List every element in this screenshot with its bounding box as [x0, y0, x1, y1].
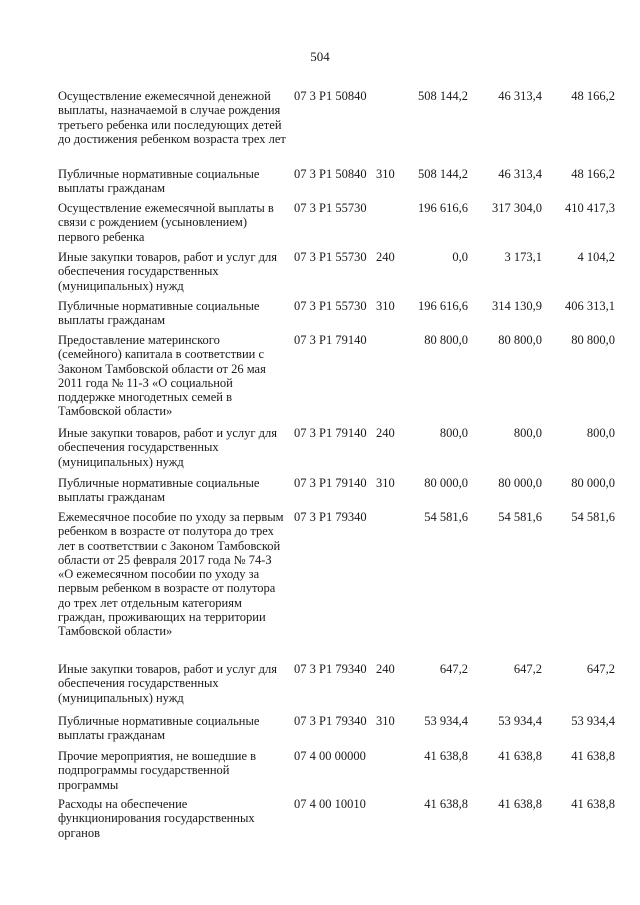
- row-value-2019: 800,0: [439, 426, 468, 440]
- row-name: Иные закупки товаров, работ и услуг для обеспечения государственных (муниципальных) нужд: [58, 662, 278, 705]
- row-value-2020: 46 313,4: [498, 167, 542, 181]
- row-csr-code: 07 3 P1 79140: [294, 426, 367, 440]
- row-value-2021: 647,2: [586, 662, 615, 676]
- row-vr-code: 240: [376, 662, 395, 676]
- row-name: Расходы на обеспечение функционирования государственных органов: [58, 797, 255, 840]
- row-value-2021: 406 313,1: [565, 299, 615, 313]
- row-vr-code: 310: [376, 476, 395, 490]
- row-name: Публичные нормативные социальные выплаты гражданам: [58, 476, 260, 505]
- page-number: 504: [310, 49, 330, 64]
- row-name: Публичные нормативные социальные выплаты гражданам: [58, 167, 260, 196]
- row-name: Прочие мероприятия, не вошедшие в подпрограммы государственной программы: [58, 749, 257, 792]
- row-value-2021: 80 000,0: [571, 476, 615, 490]
- row-value-2020: 80 000,0: [498, 476, 542, 490]
- row-value-2019: 0,0: [452, 250, 468, 264]
- row-csr-code: 07 3 P1 50840: [294, 89, 367, 103]
- row-value-2019: 196 616,6: [418, 299, 468, 313]
- row-value-2020: 53 934,4: [498, 714, 542, 728]
- row-value-2021: 800,0: [586, 426, 615, 440]
- row-vr-code: 310: [376, 714, 395, 728]
- row-csr-code: 07 3 P1 79340: [294, 714, 367, 728]
- row-value-2020: 46 313,4: [498, 89, 542, 103]
- row-value-2019: 41 638,8: [424, 797, 468, 811]
- row-vr-code: 310: [376, 167, 395, 181]
- row-value-2020: 317 304,0: [492, 201, 542, 215]
- row-csr-code: 07 3 P1 55730: [294, 250, 367, 264]
- row-value-2021: 41 638,8: [571, 749, 615, 763]
- row-name: Ежемесячное пособие по уходу за первым ребенком в возрасте от полутора до трех лет в соответствии с Законом Тамбовской области от 25 февраля 2017 года № 74-З «О ежемесячном пособии по уходу за первым ребенком в возрасте от полутора до трех лет отдельным категориям граждан, проживающих на территории Тамбовской области»: [58, 510, 284, 639]
- row-csr-code: 07 3 P1 55730: [294, 299, 367, 313]
- row-name: Иные закупки товаров, работ и услуг для обеспечения государственных (муниципальных) нужд: [58, 250, 278, 293]
- row-vr-code: 240: [376, 250, 395, 264]
- row-value-2021: 410 417,3: [565, 201, 615, 215]
- row-value-2020: 41 638,8: [498, 749, 542, 763]
- row-value-2020: 314 130,9: [492, 299, 542, 313]
- row-value-2021: 4 104,2: [577, 250, 615, 264]
- row-value-2020: 80 800,0: [498, 333, 542, 347]
- row-name: Осуществление ежемесячной денежной выплаты, назначаемой в случае рождения третьего ребенка или последующих детей до достижения ребенком возраста трех лет: [58, 89, 286, 146]
- row-value-2019: 54 581,6: [424, 510, 468, 524]
- row-value-2020: 647,2: [513, 662, 542, 676]
- row-vr-code: 240: [376, 426, 395, 440]
- row-value-2021: 48 166,2: [571, 89, 615, 103]
- row-csr-code: 07 4 00 00000: [294, 749, 366, 763]
- row-csr-code: 07 3 P1 79340: [294, 510, 367, 524]
- row-value-2019: 508 144,2: [418, 89, 468, 103]
- row-name: Осуществление ежемесячной выплаты в связи с рождением (усыновлением) первого ребенка: [58, 201, 274, 244]
- row-csr-code: 07 3 P1 79140: [294, 333, 367, 347]
- row-value-2020: 3 173,1: [504, 250, 542, 264]
- row-value-2020: 41 638,8: [498, 797, 542, 811]
- row-value-2021: 54 581,6: [571, 510, 615, 524]
- row-value-2019: 508 144,2: [418, 167, 468, 181]
- row-csr-code: 07 3 P1 50840: [294, 167, 367, 181]
- row-value-2019: 41 638,8: [424, 749, 468, 763]
- row-csr-code: 07 3 P1 79140: [294, 476, 367, 490]
- row-value-2019: 53 934,4: [424, 714, 468, 728]
- row-name: Публичные нормативные социальные выплаты гражданам: [58, 714, 260, 743]
- row-csr-code: 07 3 P1 79340: [294, 662, 367, 676]
- row-value-2019: 647,2: [439, 662, 468, 676]
- row-value-2021: 48 166,2: [571, 167, 615, 181]
- row-value-2019: 80 000,0: [424, 476, 468, 490]
- row-vr-code: 310: [376, 299, 395, 313]
- row-name: Иные закупки товаров, работ и услуг для обеспечения государственных (муниципальных) нужд: [58, 426, 278, 469]
- row-value-2021: 80 800,0: [571, 333, 615, 347]
- row-csr-code: 07 3 P1 55730: [294, 201, 367, 215]
- row-value-2021: 41 638,8: [571, 797, 615, 811]
- row-name: Предоставление материнского (семейного) капитала в соответствии с Законом Тамбовской области от 26 мая 2011 года № 11-З «О социальной поддержке многодетных семей в Тамбовской области»: [58, 333, 266, 419]
- row-value-2019: 196 616,6: [418, 201, 468, 215]
- row-value-2019: 80 800,0: [424, 333, 468, 347]
- row-value-2021: 53 934,4: [571, 714, 615, 728]
- row-value-2020: 54 581,6: [498, 510, 542, 524]
- row-name: Публичные нормативные социальные выплаты гражданам: [58, 299, 260, 328]
- row-csr-code: 07 4 00 10010: [294, 797, 366, 811]
- row-value-2020: 800,0: [513, 426, 542, 440]
